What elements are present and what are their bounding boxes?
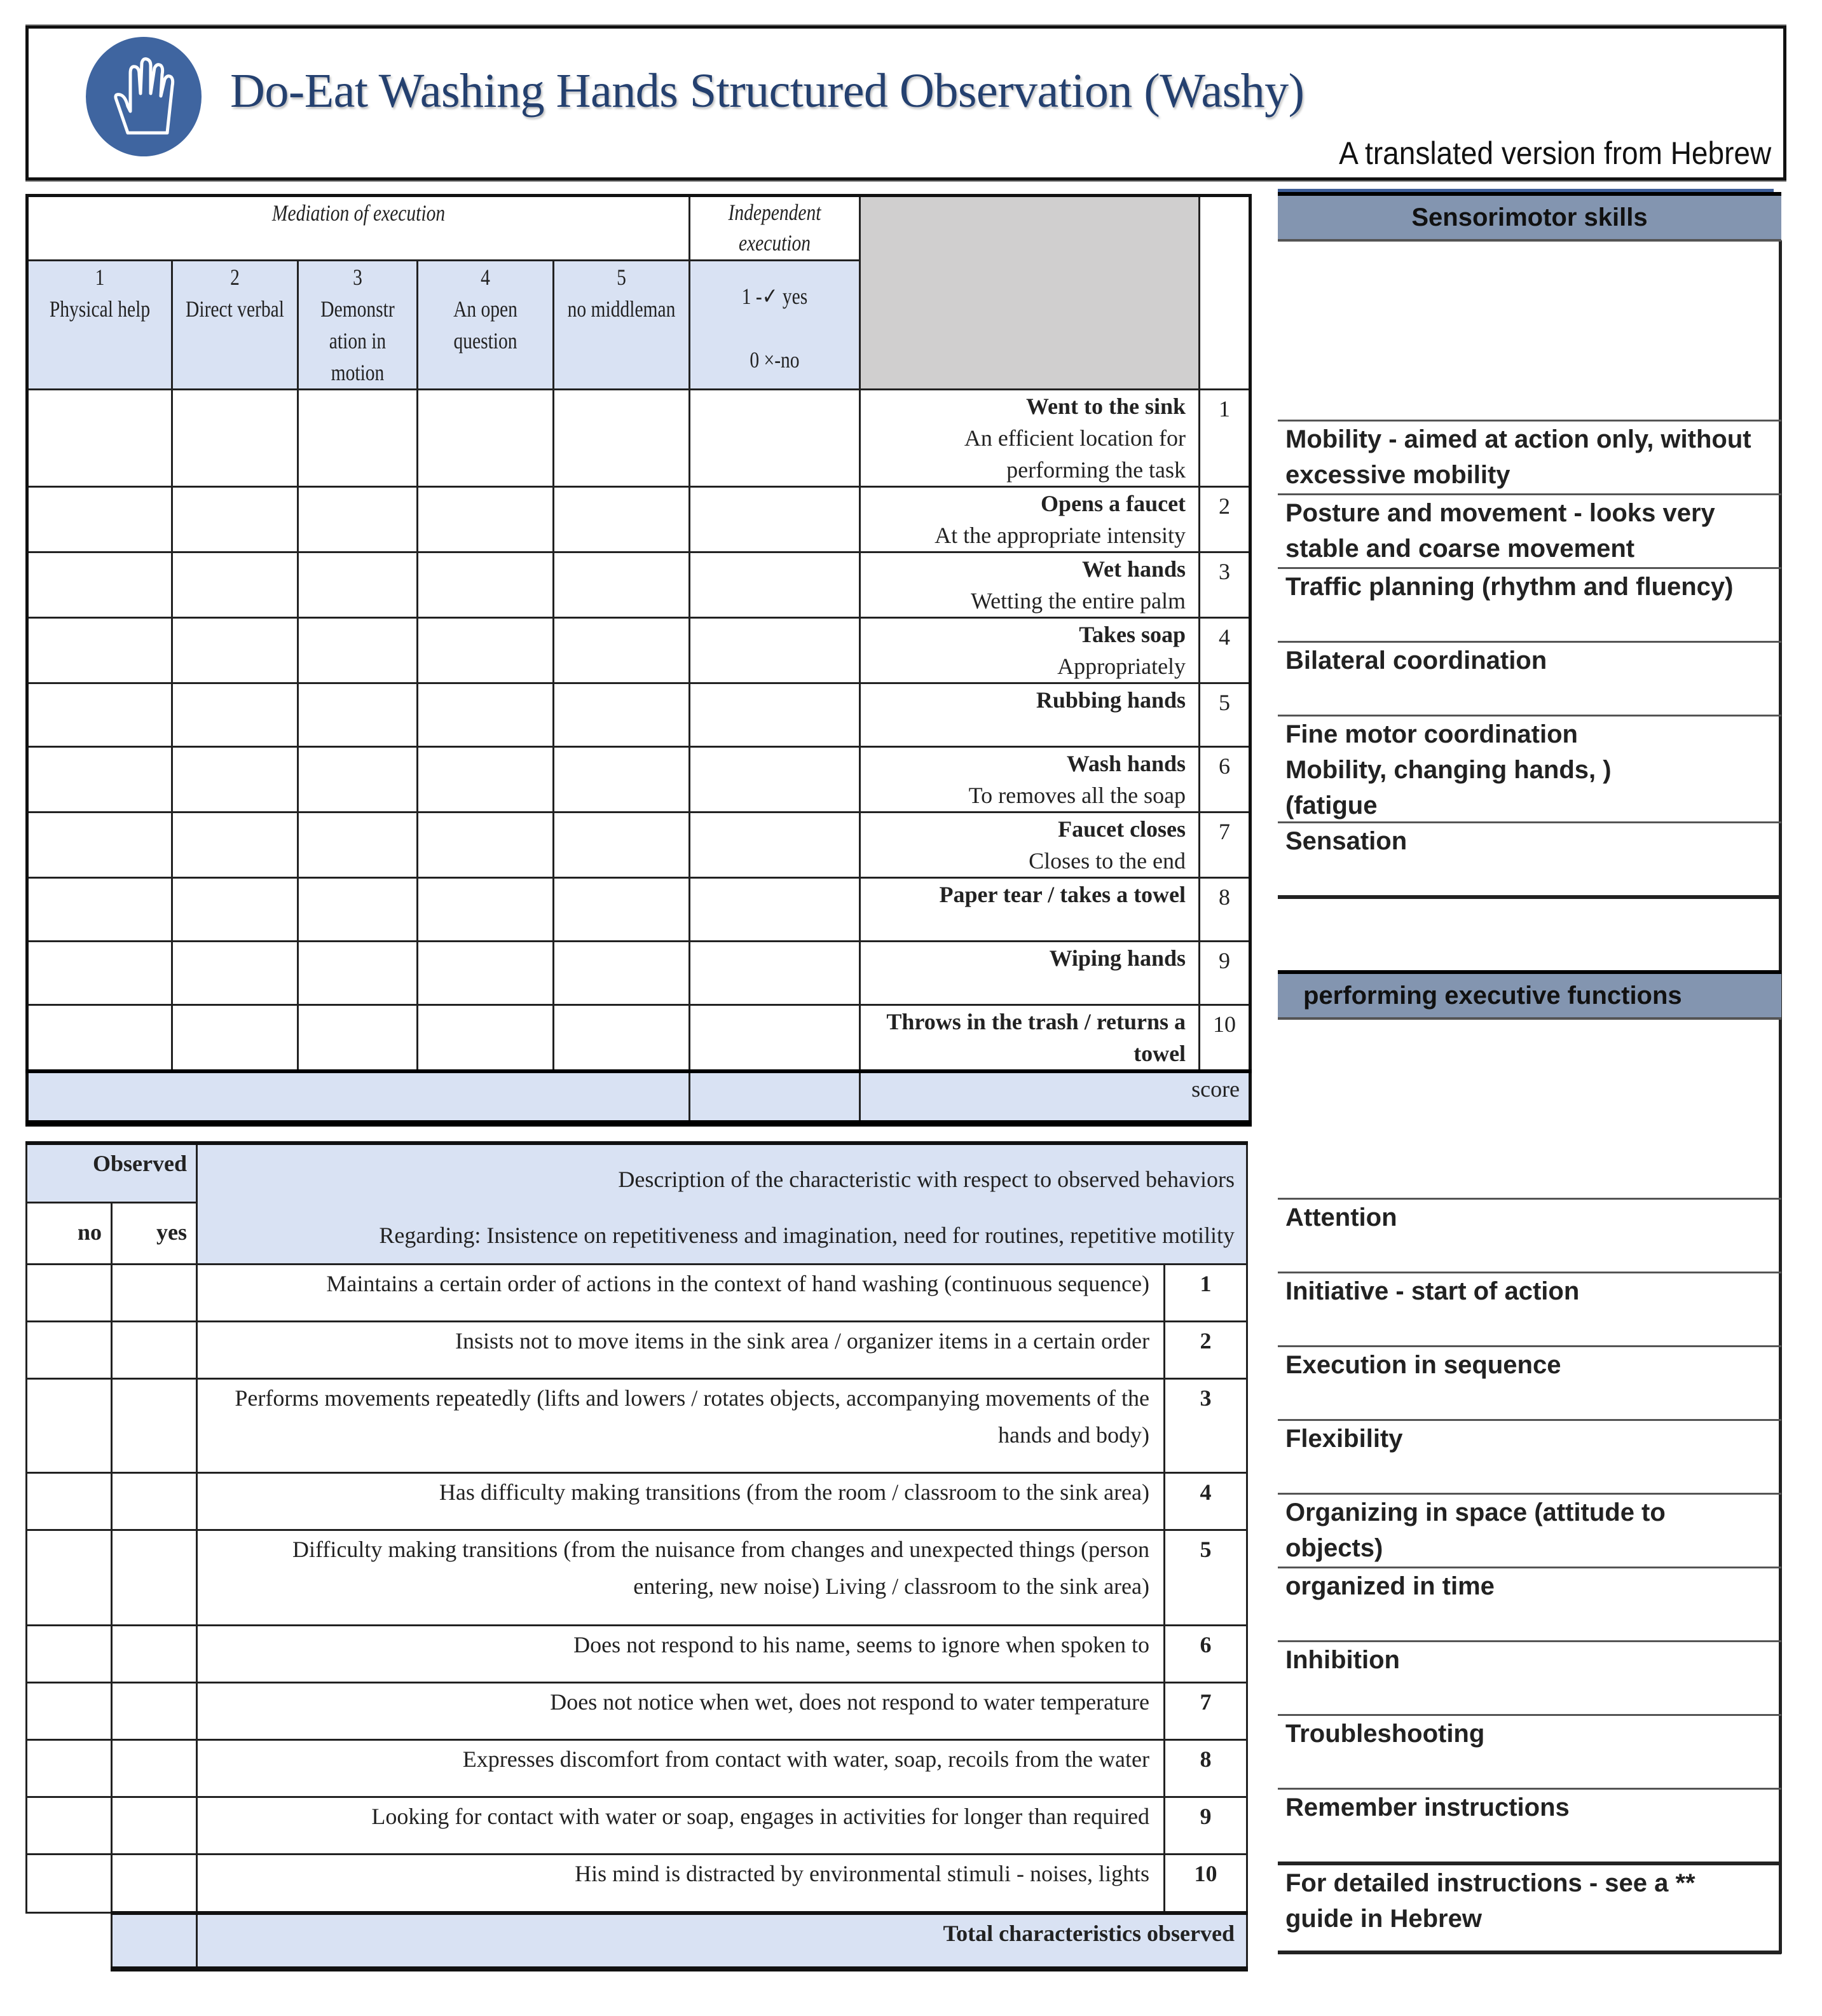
yes-checkbox[interactable] [112, 1626, 197, 1683]
task-number: 3 [1200, 552, 1250, 618]
observed-description: Does not notice when wet, does not respond to water temperature [197, 1683, 1165, 1740]
yes-checkbox[interactable] [112, 1740, 197, 1797]
cell-independent[interactable] [690, 487, 860, 552]
observed-row [27, 1530, 1247, 1626]
skill-item: Organizing in space (attitude to objects) [1278, 1493, 1781, 1567]
cell-demonstration[interactable] [298, 552, 418, 618]
cell-physical-help[interactable] [27, 747, 172, 813]
task-number: 8 [1200, 878, 1250, 942]
task-label: Rubbing hands [860, 683, 1200, 747]
raised-hand-icon [86, 37, 202, 156]
yes-checkbox[interactable] [112, 1379, 197, 1473]
cell-no-middleman[interactable] [554, 683, 690, 747]
task-row [27, 390, 1250, 487]
total-row [27, 1913, 1247, 1969]
no-checkbox[interactable] [27, 1322, 112, 1379]
gray-header-cell [860, 196, 1200, 390]
cell-no-middleman[interactable] [554, 942, 690, 1005]
observed-row [27, 1379, 1247, 1473]
observed-row [27, 1322, 1247, 1379]
observed-description: Expresses discomfort from contact with water, soap, recoils from the water [197, 1740, 1165, 1797]
cell-direct-verbal[interactable] [172, 747, 298, 813]
number-header-cell [1200, 196, 1250, 390]
skill-item: Fine motor coordination Mobility, changing hands, ) (fatigue [1278, 715, 1781, 821]
observed-number: 1 [1165, 1265, 1247, 1322]
no-checkbox[interactable] [27, 1379, 112, 1473]
cell-no-middleman[interactable] [554, 878, 690, 942]
total-yes-cell[interactable] [112, 1913, 197, 1969]
yes-checkbox[interactable] [112, 1265, 197, 1322]
cell-no-middleman[interactable] [554, 618, 690, 683]
cell-physical-help[interactable] [27, 813, 172, 878]
cell-open-question[interactable] [418, 487, 554, 552]
yes-header: yes [112, 1202, 197, 1264]
task-label: Went to the sink An efficient location for performing the task [860, 390, 1200, 487]
cell-demonstration[interactable] [298, 813, 418, 878]
no-checkbox[interactable] [27, 1265, 112, 1322]
yes-checkbox[interactable] [112, 1797, 197, 1855]
task-row [27, 942, 1250, 1005]
col-direct-verbal: 2 Direct verbal [172, 261, 298, 390]
cell-no-middleman[interactable] [554, 390, 690, 487]
task-number: 7 [1200, 813, 1250, 878]
no-checkbox[interactable] [27, 1855, 112, 1913]
observed-number: 7 [1165, 1683, 1247, 1740]
no-checkbox[interactable] [27, 1626, 112, 1683]
observed-number: 4 [1165, 1473, 1247, 1530]
mediation-score-cell[interactable] [27, 1071, 690, 1123]
task-row [27, 813, 1250, 878]
cell-no-middleman[interactable] [554, 813, 690, 878]
cell-no-middleman[interactable] [554, 552, 690, 618]
no-checkbox[interactable] [27, 1797, 112, 1855]
observed-row [27, 1626, 1247, 1683]
cell-open-question[interactable] [418, 942, 554, 1005]
cell-open-question[interactable] [418, 813, 554, 878]
cell-demonstration[interactable] [298, 878, 418, 942]
cell-direct-verbal[interactable] [172, 1005, 298, 1072]
cell-direct-verbal[interactable] [172, 390, 298, 487]
cell-independent[interactable] [690, 618, 860, 683]
observed-number: 9 [1165, 1797, 1247, 1855]
cell-demonstration[interactable] [298, 942, 418, 1005]
task-label: Opens a faucet At the appropriate intensity [860, 487, 1200, 552]
cell-direct-verbal[interactable] [172, 878, 298, 942]
task-label: Wiping hands [860, 942, 1200, 1005]
task-number: 9 [1200, 942, 1250, 1005]
score-row [27, 1071, 1250, 1123]
sensorimotor-header: Sensorimotor skills [1278, 192, 1781, 242]
cell-open-question[interactable] [418, 878, 554, 942]
col-demonstration: 3 Demonstr ation in motion [298, 261, 418, 390]
task-number: 4 [1200, 618, 1250, 683]
skill-item: Traffic planning (rhythm and fluency) [1278, 567, 1781, 641]
cell-independent[interactable] [690, 1005, 860, 1072]
observed-number: 10 [1165, 1855, 1247, 1913]
cell-independent[interactable] [690, 747, 860, 813]
col-independent: 1 -✓ yes 0 ×-no [690, 261, 860, 390]
cell-direct-verbal[interactable] [172, 942, 298, 1005]
observed-description: Difficulty making transitions (from the nuisance from changes and unexpected things (person entering, new noise) Living / classroom to the sink area) [197, 1530, 1165, 1626]
cell-direct-verbal[interactable] [172, 618, 298, 683]
skill-item: Initiative - start of action [1278, 1272, 1781, 1345]
observed-description: Has difficulty making transitions (from the room / classroom to the sink area) [197, 1473, 1165, 1530]
no-checkbox[interactable] [27, 1530, 112, 1626]
col-no-middleman: 5 no middleman [554, 261, 690, 390]
subtitle: A translated version from Hebrew [1338, 135, 1771, 171]
yes-checkbox[interactable] [112, 1322, 197, 1379]
task-row [27, 552, 1250, 618]
task-row [27, 618, 1250, 683]
observed-row [27, 1473, 1247, 1530]
cell-no-middleman[interactable] [554, 487, 690, 552]
cell-physical-help[interactable] [27, 390, 172, 487]
task-label: Wash hands To removes all the soap [860, 747, 1200, 813]
observed-description: Does not respond to his name, seems to ignore when spoken to [197, 1626, 1165, 1683]
cell-open-question[interactable] [418, 618, 554, 683]
cell-demonstration[interactable] [298, 1005, 418, 1072]
cell-no-middleman[interactable] [554, 1005, 690, 1072]
cell-physical-help[interactable] [27, 487, 172, 552]
observed-header: Observed [27, 1143, 197, 1202]
observed-description: Looking for contact with water or soap, engages in activities for longer than required [197, 1797, 1165, 1855]
task-table [25, 194, 1252, 1127]
task-row [27, 487, 1250, 552]
footnote: For detailed instructions - see a ** guide in Hebrew [1278, 1862, 1781, 1954]
skill-item: Sensation [1278, 821, 1781, 895]
observed-number: 8 [1165, 1740, 1247, 1797]
yes-checkbox[interactable] [112, 1855, 197, 1913]
cell-independent[interactable] [690, 942, 860, 1005]
no-checkbox[interactable] [27, 1473, 112, 1530]
observed-description: His mind is distracted by environmental stimuli - noises, lights [197, 1855, 1165, 1913]
no-header: no [27, 1202, 112, 1264]
cell-direct-verbal[interactable] [172, 487, 298, 552]
skill-item: Bilateral coordination [1278, 641, 1781, 715]
task-number: 5 [1200, 683, 1250, 747]
skill-item: Mobility - aimed at action only, without excessive mobility [1278, 420, 1781, 493]
task-row [27, 683, 1250, 747]
observed-row [27, 1740, 1247, 1797]
task-label: Wet hands Wetting the entire palm [860, 552, 1200, 618]
no-checkbox[interactable] [27, 1683, 112, 1740]
cell-direct-verbal[interactable] [172, 552, 298, 618]
page-title: Do-Eat Washing Hands Structured Observation (Washy) [230, 64, 1305, 118]
observed-row [27, 1683, 1247, 1740]
cell-physical-help[interactable] [27, 683, 172, 747]
cell-independent[interactable] [690, 878, 860, 942]
task-label: Faucet closes Closes to the end [860, 813, 1200, 878]
yes-checkbox[interactable] [112, 1683, 197, 1740]
task-number: 2 [1200, 487, 1250, 552]
skill-item: Remember instructions [1278, 1788, 1781, 1862]
cell-independent[interactable] [690, 813, 860, 878]
observed-number: 6 [1165, 1626, 1247, 1683]
skill-item: organized in time [1278, 1567, 1781, 1640]
no-checkbox[interactable] [27, 1740, 112, 1797]
observed-number: 5 [1165, 1530, 1247, 1626]
cell-open-question[interactable] [418, 552, 554, 618]
observed-description: Maintains a certain order of actions in the context of hand washing (continuous sequence) [197, 1265, 1165, 1322]
cell-demonstration[interactable] [298, 683, 418, 747]
observed-row [27, 1797, 1247, 1855]
description-header: Description of the characteristic with respect to observed behaviors Regarding: Insistence on repetitiveness and imagination, need for routines, repetitive motility [197, 1143, 1247, 1265]
cell-no-middleman[interactable] [554, 747, 690, 813]
task-number: 6 [1200, 747, 1250, 813]
cell-physical-help[interactable] [27, 552, 172, 618]
task-row [27, 1005, 1250, 1072]
cell-independent[interactable] [690, 683, 860, 747]
cell-independent[interactable] [690, 552, 860, 618]
skill-item: Execution in sequence [1278, 1345, 1781, 1419]
task-label: Throws in the trash / returns a towel [860, 1005, 1200, 1072]
cell-demonstration[interactable] [298, 747, 418, 813]
cell-physical-help[interactable] [27, 878, 172, 942]
mediation-header: Mediation of execution [27, 196, 690, 261]
skill-item: Inhibition [1278, 1640, 1781, 1714]
independent-header: Independent execution [690, 196, 860, 261]
task-row [27, 747, 1250, 813]
skill-item: Attention [1278, 1198, 1781, 1272]
task-label: Takes soap Appropriately [860, 618, 1200, 683]
skill-item: Flexibility [1278, 1419, 1781, 1493]
col-physical-help: 1 Physical help [27, 261, 172, 390]
blank-cell [27, 1913, 112, 1969]
cell-independent[interactable] [690, 390, 860, 487]
observed-description: Performs movements repeatedly (lifts and lowers / rotates objects, accompanying movements of the hands and body) [197, 1379, 1165, 1473]
cell-direct-verbal[interactable] [172, 813, 298, 878]
task-label: Paper tear / takes a towel [860, 878, 1200, 942]
cell-direct-verbal[interactable] [172, 683, 298, 747]
task-row [27, 878, 1250, 942]
skill-item: Troubleshooting [1278, 1714, 1781, 1788]
observed-description: Insists not to move items in the sink area / organizer items in a certain order [197, 1322, 1165, 1379]
cell-physical-help[interactable] [27, 1005, 172, 1072]
score-label: score [860, 1071, 1250, 1123]
cell-demonstration[interactable] [298, 390, 418, 487]
observed-row [27, 1265, 1247, 1322]
section-divider [1278, 895, 1781, 899]
task-number: 10 [1200, 1005, 1250, 1072]
observed-row [27, 1855, 1247, 1913]
col-open-question: 4 An open question [418, 261, 554, 390]
observed-number: 3 [1165, 1379, 1247, 1473]
skill-item: Posture and movement - looks very stable and coarse movement [1278, 493, 1781, 567]
observed-number: 2 [1165, 1322, 1247, 1379]
cell-open-question[interactable] [418, 390, 554, 487]
cell-open-question[interactable] [418, 1005, 554, 1072]
executive-header: performing executive functions [1278, 970, 1781, 1020]
cell-open-question[interactable] [418, 747, 554, 813]
cell-physical-help[interactable] [27, 942, 172, 1005]
task-number: 1 [1200, 390, 1250, 487]
cell-physical-help[interactable] [27, 618, 172, 683]
independent-score-cell[interactable] [690, 1071, 860, 1123]
yes-checkbox[interactable] [112, 1473, 197, 1530]
yes-checkbox[interactable] [112, 1530, 197, 1626]
observed-table [25, 1141, 1248, 1971]
cell-demonstration[interactable] [298, 487, 418, 552]
cell-demonstration[interactable] [298, 618, 418, 683]
cell-open-question[interactable] [418, 683, 554, 747]
total-label: Total characteristics observed [197, 1913, 1247, 1969]
